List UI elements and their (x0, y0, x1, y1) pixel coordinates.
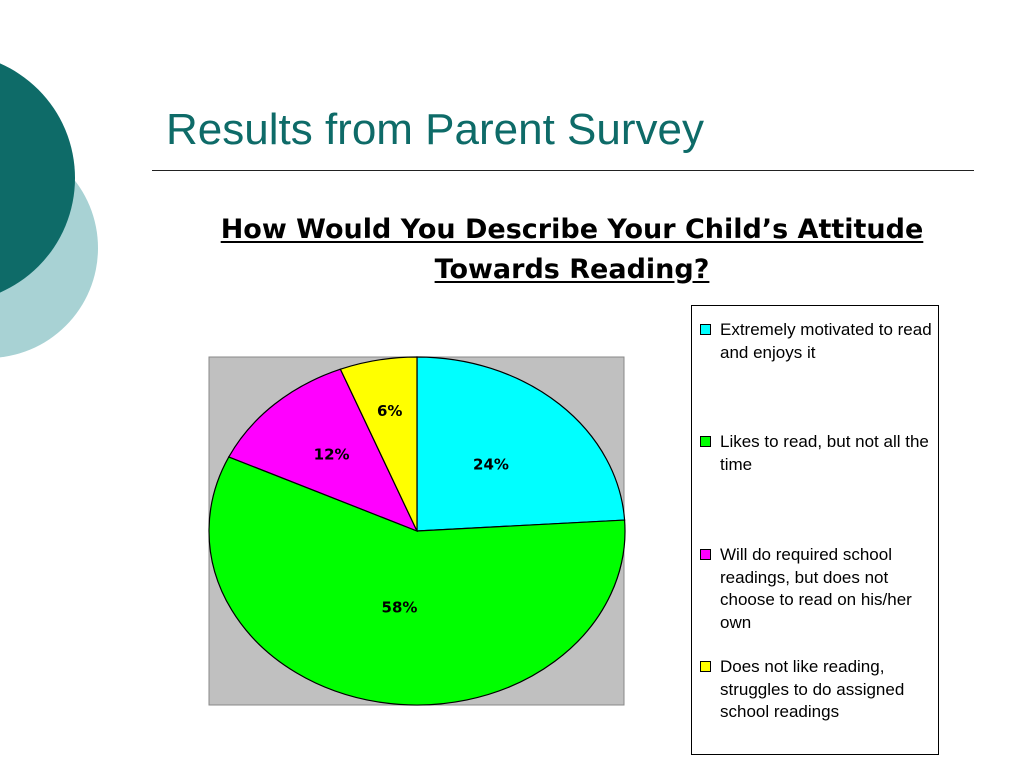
slide-title: Results from Parent Survey (166, 105, 704, 154)
legend-swatch (700, 549, 711, 560)
legend-swatch (700, 661, 711, 672)
data-label-does-not-like: 6% (376, 401, 403, 420)
legend-item (700, 431, 936, 476)
pie-slices (209, 357, 625, 705)
legend-item (700, 544, 936, 634)
data-label-likes-to-read: 58% (381, 598, 418, 617)
legend-swatch (700, 436, 711, 447)
legend-label: Extremely motivated to read and enjoys it (720, 320, 932, 362)
legend-item (700, 319, 936, 364)
legend-label: Likes to read, but not all the time (720, 432, 929, 474)
chart-title-text: How Would You Describe Your Child’s Attitude Towards Reading? (220, 214, 924, 285)
legend (691, 305, 939, 755)
data-label-required-readings: 12% (313, 445, 350, 464)
legend-item (700, 656, 936, 724)
legend-label: Will do required school readings, but does not choose to read on his/her own (720, 545, 912, 632)
legend-label: Does not like reading, struggles to do assigned school readings (720, 657, 905, 721)
data-label-extremely-motivated: 24% (473, 455, 509, 474)
legend-swatch (700, 324, 711, 335)
